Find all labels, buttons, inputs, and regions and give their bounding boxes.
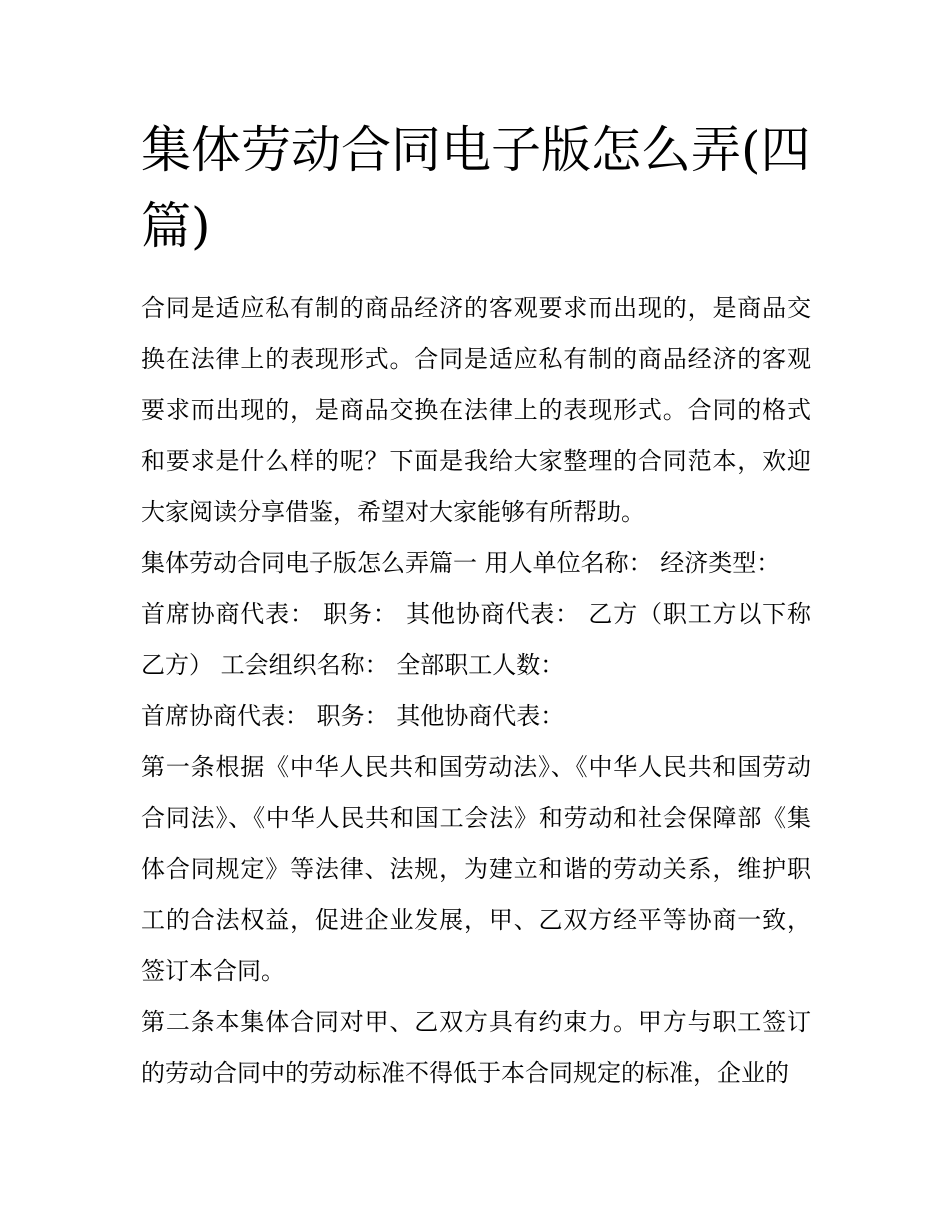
paragraph-representatives: 首席协商代表： 职务： 其他协商代表：: [141, 702, 565, 730]
document-body: [141, 112, 811, 1099]
paragraph-article-two: 第二条本集体合同对甲、乙双方具有约束力。甲方与职工签订的劳动合同中的劳动标准不得低于本合同规定的标准，企业的: [141, 1008, 811, 1087]
document-title: 集体劳动合同电子版怎么弄(四篇): [141, 121, 811, 255]
paragraph-party-b-info: 首席协商代表： 职务： 其他协商代表： 乙方（职工方以下称乙方） 工会组织名称： 全部职工人数：: [141, 600, 811, 679]
intro-paragraph: 合同是适应私有制的商品经济的客观要求而出现的，是商品交换在法律上的表现形式。合同是适应私有制的商品经济的客观要求而出现的，是商品交换在法律上的表现形式。合同的格式和要求是什么样的呢？下面是我给大家整理的合同范本，欢迎大家阅读分享借鉴，希望对大家能够有所帮助。: [141, 294, 811, 526]
paragraph-section-one-header: 集体劳动合同电子版怎么弄篇一 用人单位名称： 经济类型：: [141, 549, 781, 577]
paragraph-article-one: 第一条根据《中华人民共和国劳动法》、《中华人民共和国劳动合同法》、《中华人民共和国工会法》和劳动和社会保障部《集体合同规定》等法律、法规，为建立和谐的劳动关系，维护职工的合法权益，促进企业发展，甲、乙双方经平等协商一致，签订本合同。: [141, 753, 811, 985]
